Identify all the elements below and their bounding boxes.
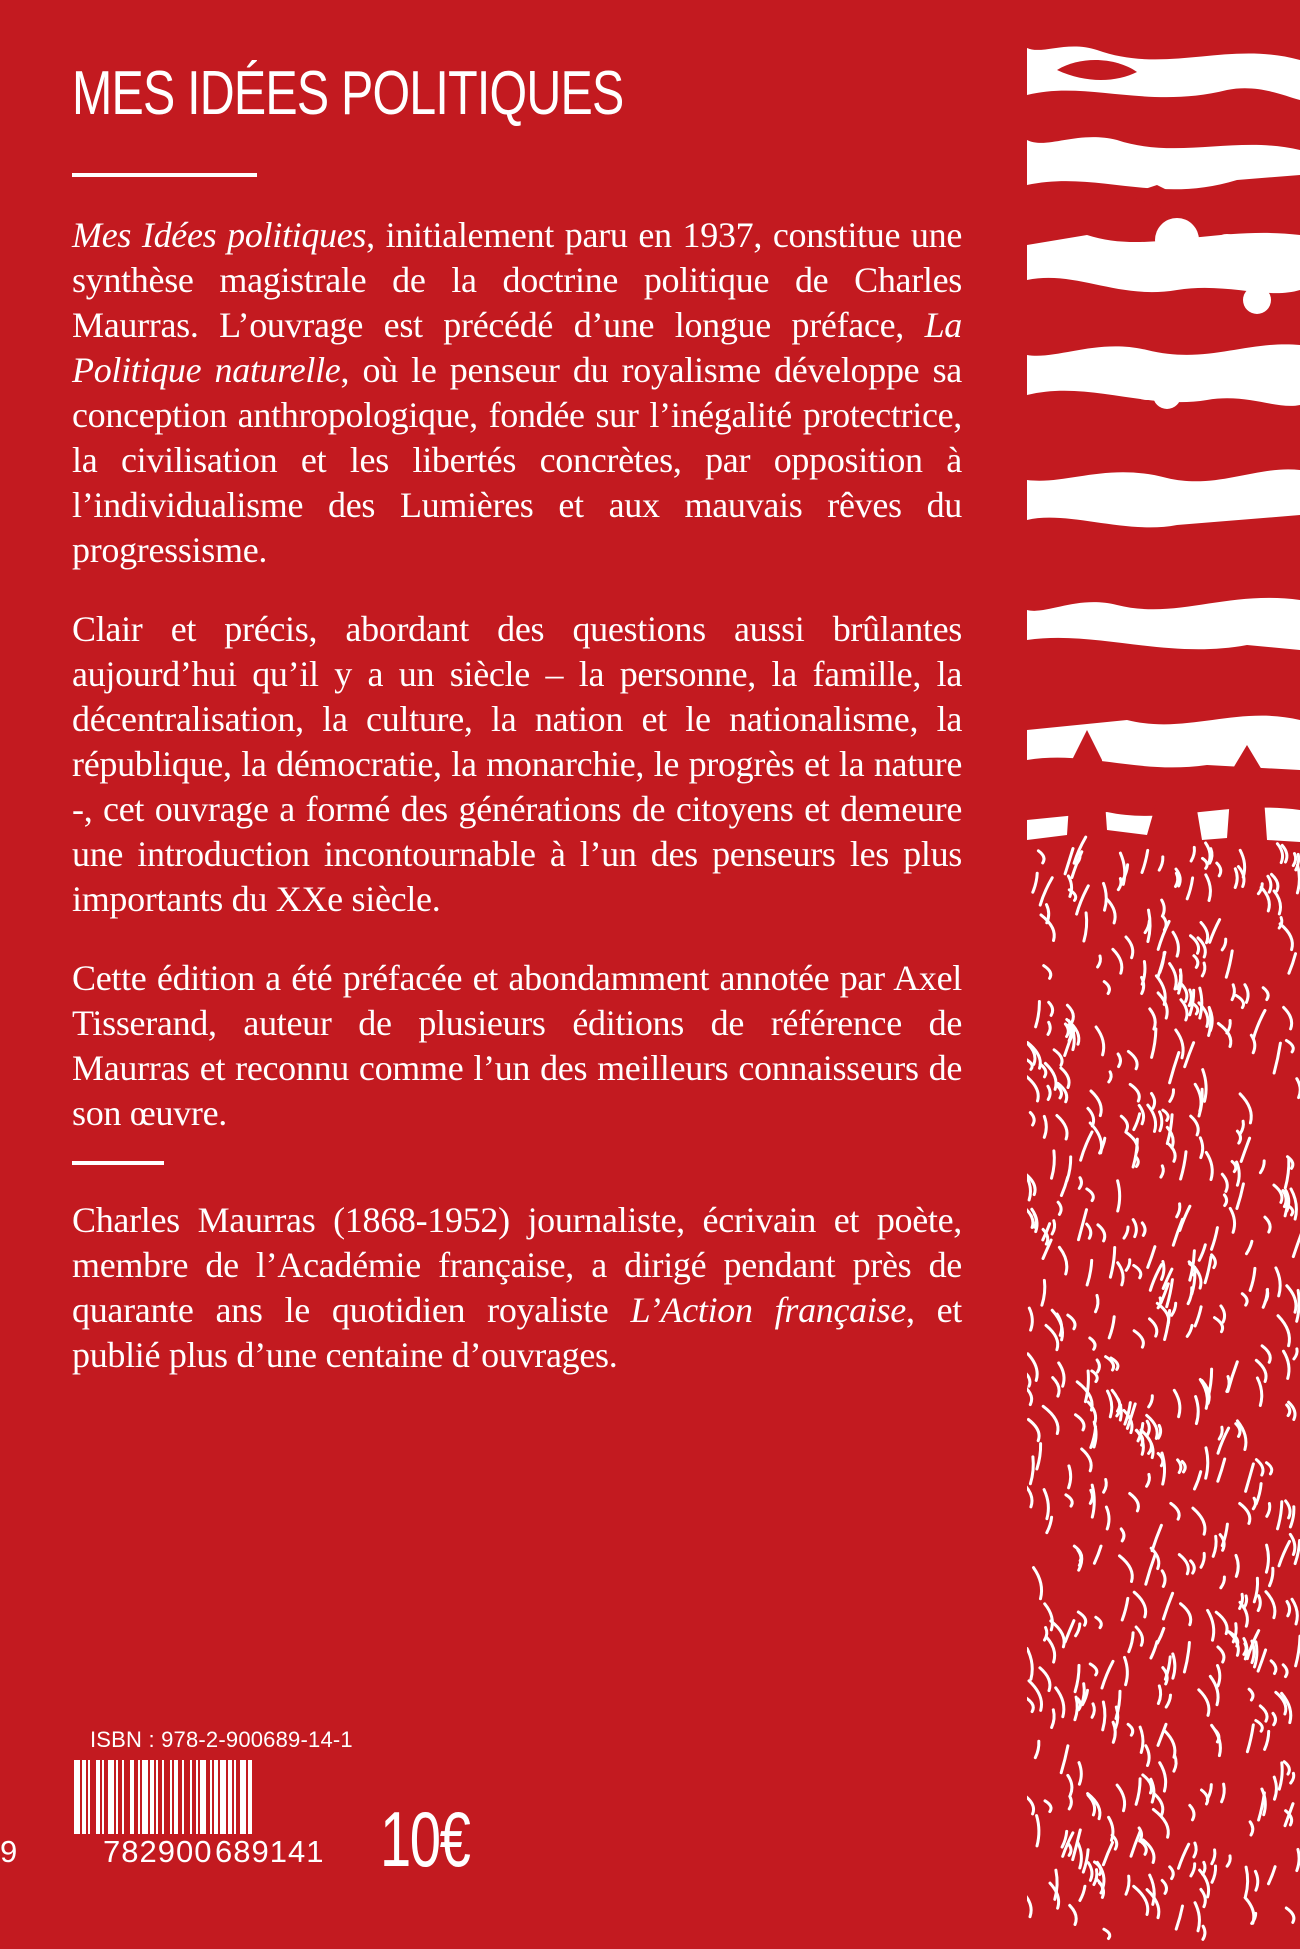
barcode-first-digit: 9 — [0, 1834, 18, 1869]
book-title: MES IDÉES POLITIQUES — [72, 59, 624, 128]
italic-book-title: Mes Idées politiques — [72, 215, 367, 255]
blurb-text: , initialement paru en 1937, constitue une synthèse magistrale de la doctrine politique de Charles Maurras. L’ouvrage est précédé d’une longue préface, — [72, 215, 962, 345]
price-tag: 10€ — [380, 1795, 470, 1883]
title-underline — [72, 173, 257, 177]
isbn-label: ISBN : 978-2-900689-14-1 — [90, 1727, 353, 1752]
italic-preface-title: La Politique naturelle — [72, 305, 962, 390]
barcode-right-group: 689141 — [215, 1834, 325, 1869]
section-divider — [72, 1161, 164, 1165]
woodcut-illustration — [1027, 0, 1300, 1949]
blurb-paragraph-2: Clair et précis, abordant des questions aussi brûlantes aujourd’hui qu’il y a un siècle – la personne, la famille, la décentralisation, la culture, la nation et le nationalisme, la république, la démocratie, la monarchie, le progrès et la nature -, cet ouvrage a formé des générations de citoyens et demeure une introduction incontournable à l’un des penseurs les plus importants du XXe siècle. — [72, 609, 962, 919]
bio-text: Charles Maurras (1868-1952) journaliste, écrivain et poète, membre de l’Académie française, a dirigé pendant près de quarante ans le quotidien royaliste — [72, 1200, 962, 1330]
blurb-text: , où le penseur du royalisme développe sa conception anthropologique, fondée sur l’inégalité protectrice, la civilisation et les libertés concrètes, par opposition à l’individualisme des Lumières et aux mauvais rêves du progressisme. — [72, 350, 962, 570]
italic-newspaper-title: L’Action française — [630, 1290, 906, 1330]
author-bio — [72, 1198, 962, 1378]
bio-text: , et publié plus d’une centaine d’ouvrages. — [72, 1290, 963, 1375]
barcode-left-group: 782900 — [103, 1834, 213, 1869]
barcode-digits — [0, 1834, 330, 1874]
blurb-paragraph-1 — [72, 213, 962, 573]
blurb-paragraph-3: Cette édition a été préfacée et abondamment annotée par Axel Tisserand, auteur de plusieurs éditions de référence de Maurras et reconnu comme l’un des meilleurs connaisseurs de son œuvre. — [72, 958, 962, 1133]
